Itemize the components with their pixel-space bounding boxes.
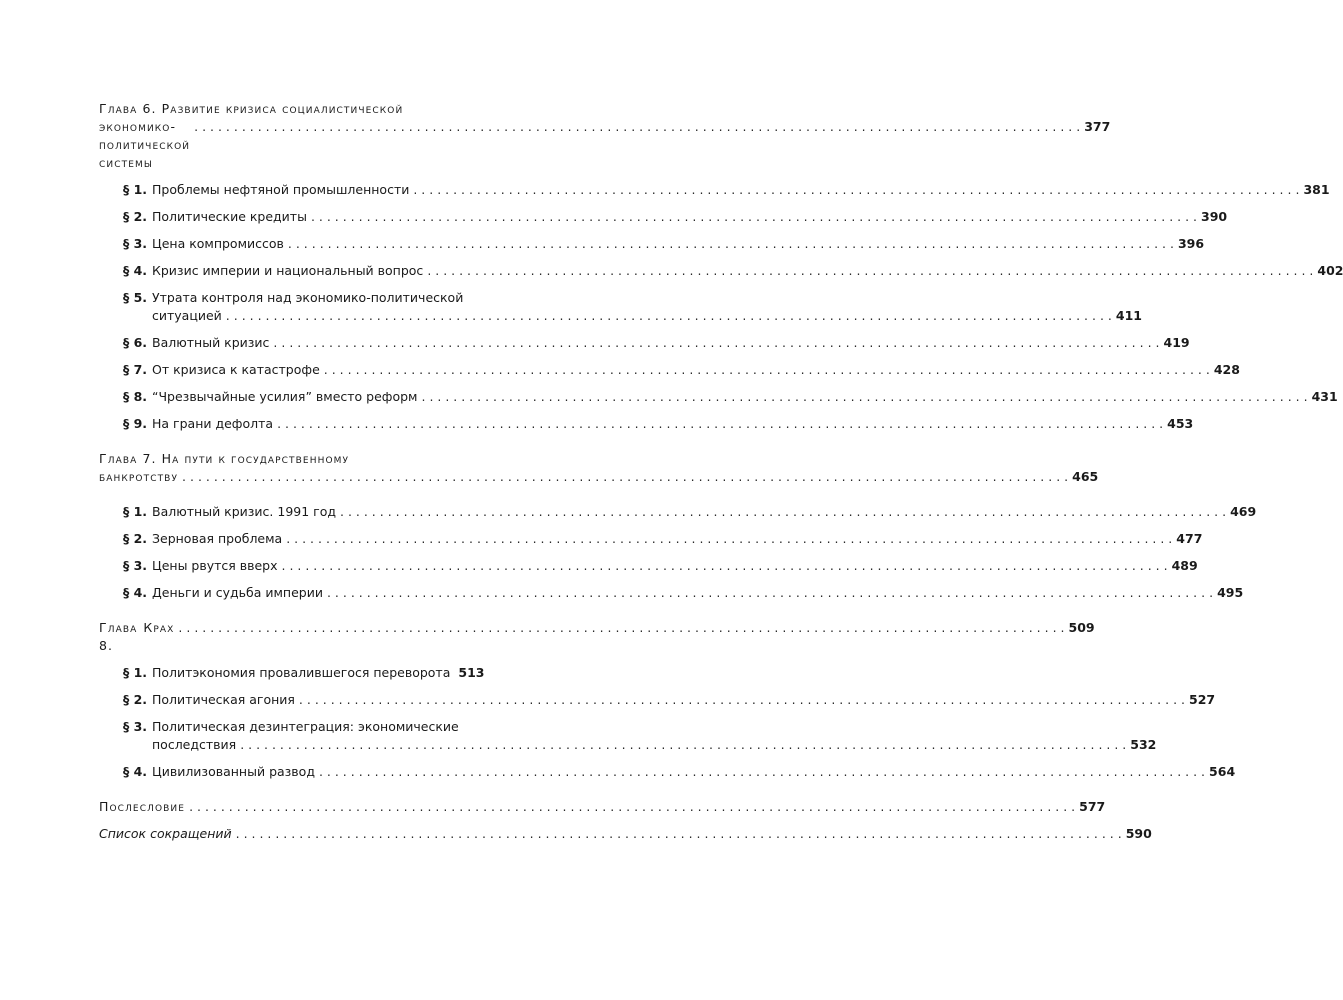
chapter-7-title-line1: На пути к государственному xyxy=(161,451,350,466)
section-number: § 1. xyxy=(123,182,148,197)
section-8-2[interactable] xyxy=(123,691,1216,709)
section-number: § 2. xyxy=(123,209,148,224)
section-7-3[interactable] xyxy=(123,557,1198,575)
section-8-3[interactable] xyxy=(123,718,1157,754)
section-page: 390 xyxy=(1201,209,1228,224)
section-title: Валютный кризис xyxy=(152,335,270,350)
abbreviations-entry[interactable] xyxy=(99,825,1152,843)
section-page: 428 xyxy=(1213,362,1240,377)
section-number: § 7. xyxy=(123,362,148,377)
chapter-6-entry[interactable] xyxy=(99,100,1111,172)
section-page: 381 xyxy=(1303,182,1330,197)
section-6-4[interactable] xyxy=(123,262,1343,280)
section-number: § 2. xyxy=(123,692,148,707)
section-title: Политэкономия провалившегося переворота xyxy=(152,665,451,680)
section-6-9[interactable] xyxy=(123,415,1194,433)
chapter-8-page: 509 xyxy=(1068,620,1095,635)
dot-leader xyxy=(189,798,1075,816)
dot-leader xyxy=(194,118,1080,136)
section-7-1[interactable] xyxy=(123,503,1257,521)
section-number: § 2. xyxy=(123,531,148,546)
chapter-6-title-line1: Развитие кризиса социалистической xyxy=(161,101,404,116)
section-number: § 1. xyxy=(123,504,148,519)
section-number: § 4. xyxy=(123,263,148,278)
dot-leader xyxy=(324,361,1210,379)
section-title: Политическая агония xyxy=(152,692,295,707)
section-title: Кризис империи и национальный вопрос xyxy=(152,263,424,278)
section-title-line1: Утрата контроля над экономико-политической xyxy=(152,290,464,305)
section-title: Цена компромиссов xyxy=(152,236,284,251)
section-number: § 3. xyxy=(123,558,148,573)
section-number: § 4. xyxy=(123,585,148,600)
section-page: 453 xyxy=(1167,416,1194,431)
dot-leader xyxy=(282,557,1168,575)
section-page: 527 xyxy=(1189,692,1216,707)
section-6-8[interactable] xyxy=(123,388,1338,406)
section-8-4[interactable] xyxy=(123,763,1236,781)
chapter-6-title-line2: экономико-политической системы xyxy=(99,119,191,170)
section-6-3[interactable] xyxy=(123,235,1205,253)
section-page: 564 xyxy=(1209,764,1236,779)
section-page: 495 xyxy=(1217,585,1244,600)
section-title: Цены рвутся вверх xyxy=(152,558,278,573)
section-title: От кризиса к катастрофе xyxy=(152,362,320,377)
section-title: Валютный кризис. 1991 год xyxy=(152,504,337,519)
table-of-contents xyxy=(99,100,1343,843)
dot-leader xyxy=(226,307,1112,325)
section-number: § 4. xyxy=(123,764,148,779)
dot-leader xyxy=(286,530,1172,548)
chapter-7-label: Глава 7. xyxy=(99,451,157,466)
section-title: На грани дефолта xyxy=(152,416,274,431)
chapter-8-entry[interactable] xyxy=(99,619,1095,655)
section-title: Деньги и судьба империи xyxy=(152,585,323,600)
section-7-4[interactable] xyxy=(123,584,1244,602)
section-6-5[interactable] xyxy=(123,289,1142,325)
dot-leader xyxy=(236,825,1122,843)
abbreviations-title: Список сокращений xyxy=(99,826,232,841)
dot-leader xyxy=(413,181,1299,199)
section-title-line2: последствия xyxy=(152,737,237,752)
section-page: 513 xyxy=(458,665,485,680)
dot-leader xyxy=(240,736,1126,754)
section-6-6[interactable] xyxy=(123,334,1190,352)
afterword-entry[interactable] xyxy=(99,798,1106,816)
dot-leader xyxy=(178,619,1064,637)
chapter-6-label: Глава 6. xyxy=(99,101,157,116)
chapter-8-label: Глава 8. xyxy=(99,620,138,653)
section-page: 469 xyxy=(1230,504,1257,519)
section-title: Зерновая проблема xyxy=(152,531,283,546)
section-page: 489 xyxy=(1171,558,1198,573)
dot-leader xyxy=(311,208,1197,226)
section-number: § 8. xyxy=(123,389,148,404)
section-page: 477 xyxy=(1176,531,1203,546)
section-7-2[interactable] xyxy=(123,530,1203,548)
section-number: § 1. xyxy=(123,665,148,680)
section-title: Политические кредиты xyxy=(152,209,307,224)
section-page: 396 xyxy=(1177,236,1205,251)
chapter-8-title: Крах xyxy=(143,620,175,635)
abbreviations-page: 590 xyxy=(1125,826,1152,841)
section-title-line1: Политическая дезинтеграция: экономические xyxy=(152,719,459,734)
dot-leader xyxy=(288,235,1174,253)
section-title: “Чрезвычайные усилия” вместо реформ xyxy=(152,389,418,404)
afterword-page: 577 xyxy=(1079,799,1106,814)
chapter-6-page: 377 xyxy=(1084,119,1111,134)
section-6-2[interactable] xyxy=(123,208,1228,226)
dot-leader xyxy=(273,334,1159,352)
dot-leader xyxy=(327,584,1213,602)
dot-leader xyxy=(277,415,1163,433)
section-number: § 3. xyxy=(123,236,148,251)
section-6-7[interactable] xyxy=(123,361,1240,379)
section-page: 431 xyxy=(1311,389,1338,404)
section-page: 411 xyxy=(1115,308,1142,323)
dot-leader xyxy=(299,691,1185,709)
dot-leader xyxy=(182,468,1068,486)
dot-leader xyxy=(427,262,1313,280)
dot-leader xyxy=(422,388,1308,406)
section-title: Цивилизованный развод xyxy=(152,764,315,779)
section-number: § 9. xyxy=(123,416,148,431)
section-page: 402 xyxy=(1317,263,1343,278)
section-title: Проблемы нефтяной промышленности xyxy=(152,182,410,197)
chapter-7-entry[interactable] xyxy=(99,450,1099,486)
chapter-7-page: 465 xyxy=(1072,469,1099,484)
chapter-7-title-line2: банкротству xyxy=(99,469,179,484)
section-page: 532 xyxy=(1130,737,1157,752)
afterword-title: Послесловие xyxy=(99,799,186,814)
section-title-line2: ситуацией xyxy=(152,308,222,323)
section-8-1[interactable] xyxy=(123,664,483,682)
section-number: § 3. xyxy=(123,719,148,734)
dot-leader xyxy=(340,503,1226,521)
dot-leader xyxy=(319,763,1205,781)
section-page: 419 xyxy=(1163,335,1190,350)
section-number: § 6. xyxy=(123,335,148,350)
section-6-1[interactable] xyxy=(123,181,1330,199)
section-number: § 5. xyxy=(123,290,148,305)
